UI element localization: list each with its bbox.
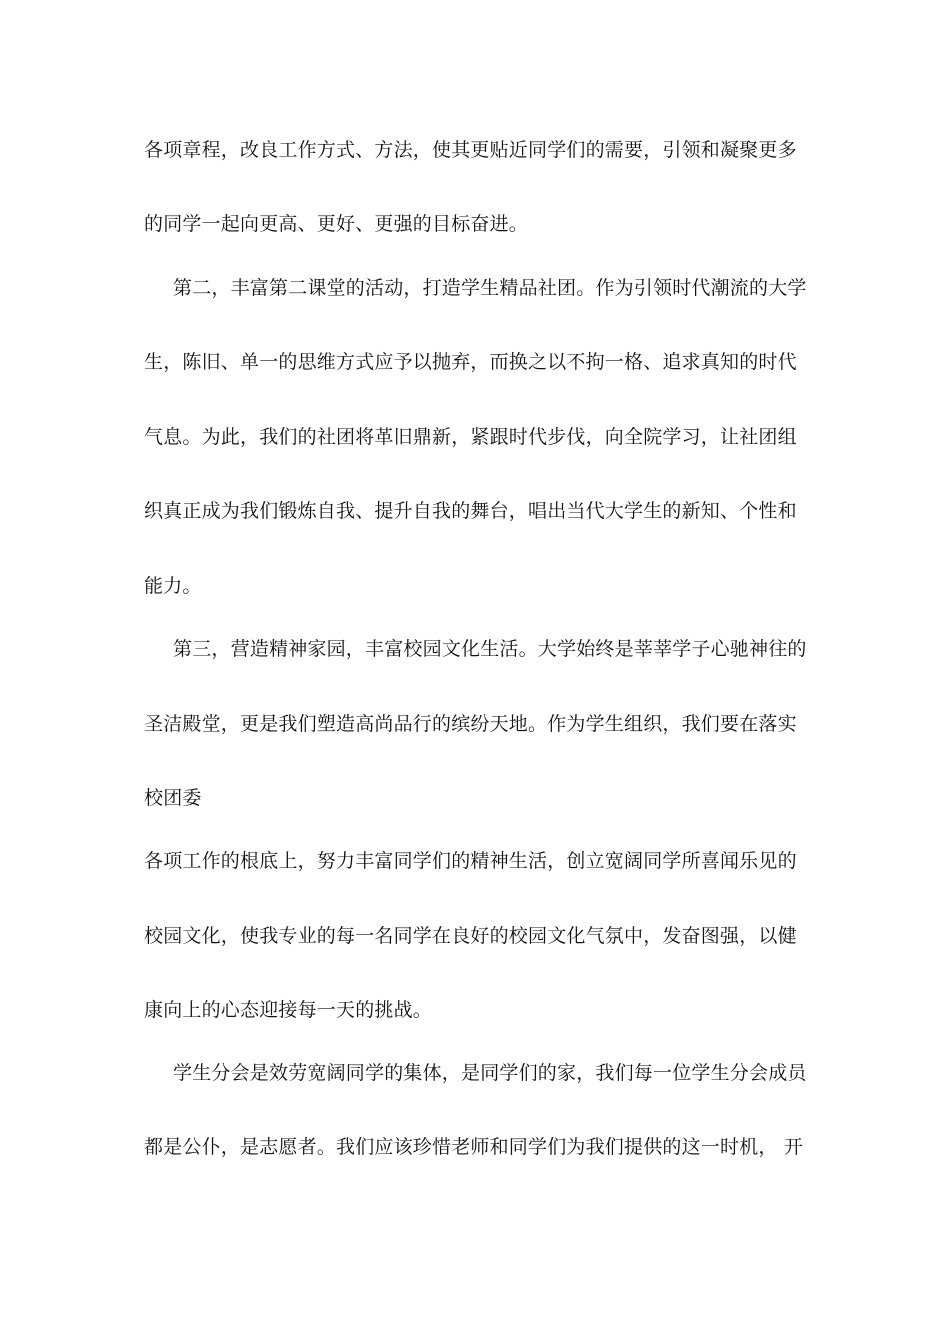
- paragraph-first-line: 学生分会是效劳宽阔同学的集体，是同学们的家，我们每一位学生分会成员: [173, 1062, 807, 1084]
- text-line: 织真正成为我们锻炼自我、提升自我的舞台，唱出当代大学生的新知、个性和: [144, 500, 797, 522]
- text-line: 能力。: [144, 575, 202, 597]
- text-line: 各项工作的根底上，努力丰富同学们的精神生活，创立宽阔同学所喜闻乐见的: [144, 850, 797, 872]
- text-line: 各项章程，改良工作方式、方法，使其更贴近同学们的需要，引领和凝聚更多: [144, 139, 797, 161]
- text-line: 都是公仆，是志愿者。我们应该珍惜老师和同学们为我们提供的这一时机， 开: [144, 1136, 804, 1158]
- paragraph-first-line: 第三，营造精神家园，丰富校园文化生活。大学始终是莘莘学子心驰神往的: [173, 638, 807, 660]
- text-line: 气息。为此，我们的社团将革旧鼎新，紧跟时代步伐，向全院学习，让社团组: [144, 426, 797, 448]
- text-line: 校团委: [144, 787, 202, 809]
- text-line: 康向上的心态迎接每一天的挑战。: [144, 999, 433, 1021]
- text-line: 生，陈旧、单一的思维方式应予以抛弃，而换之以不拘一格、追求真知的时代: [144, 351, 797, 373]
- text-line: 圣洁殿堂，更是我们塑造高尚品行的缤纷天地。作为学生组织，我们要在落实: [144, 713, 797, 735]
- text-line: 校园文化，使我专业的每一名同学在良好的校园文化气氛中，发奋图强，以健: [144, 925, 797, 947]
- text-line: 的同学一起向更高、更好、更强的目标奋进。: [144, 213, 529, 235]
- paragraph-first-line: 第二，丰富第二课堂的活动，打造学生精品社团。作为引领时代潮流的大学: [173, 277, 807, 299]
